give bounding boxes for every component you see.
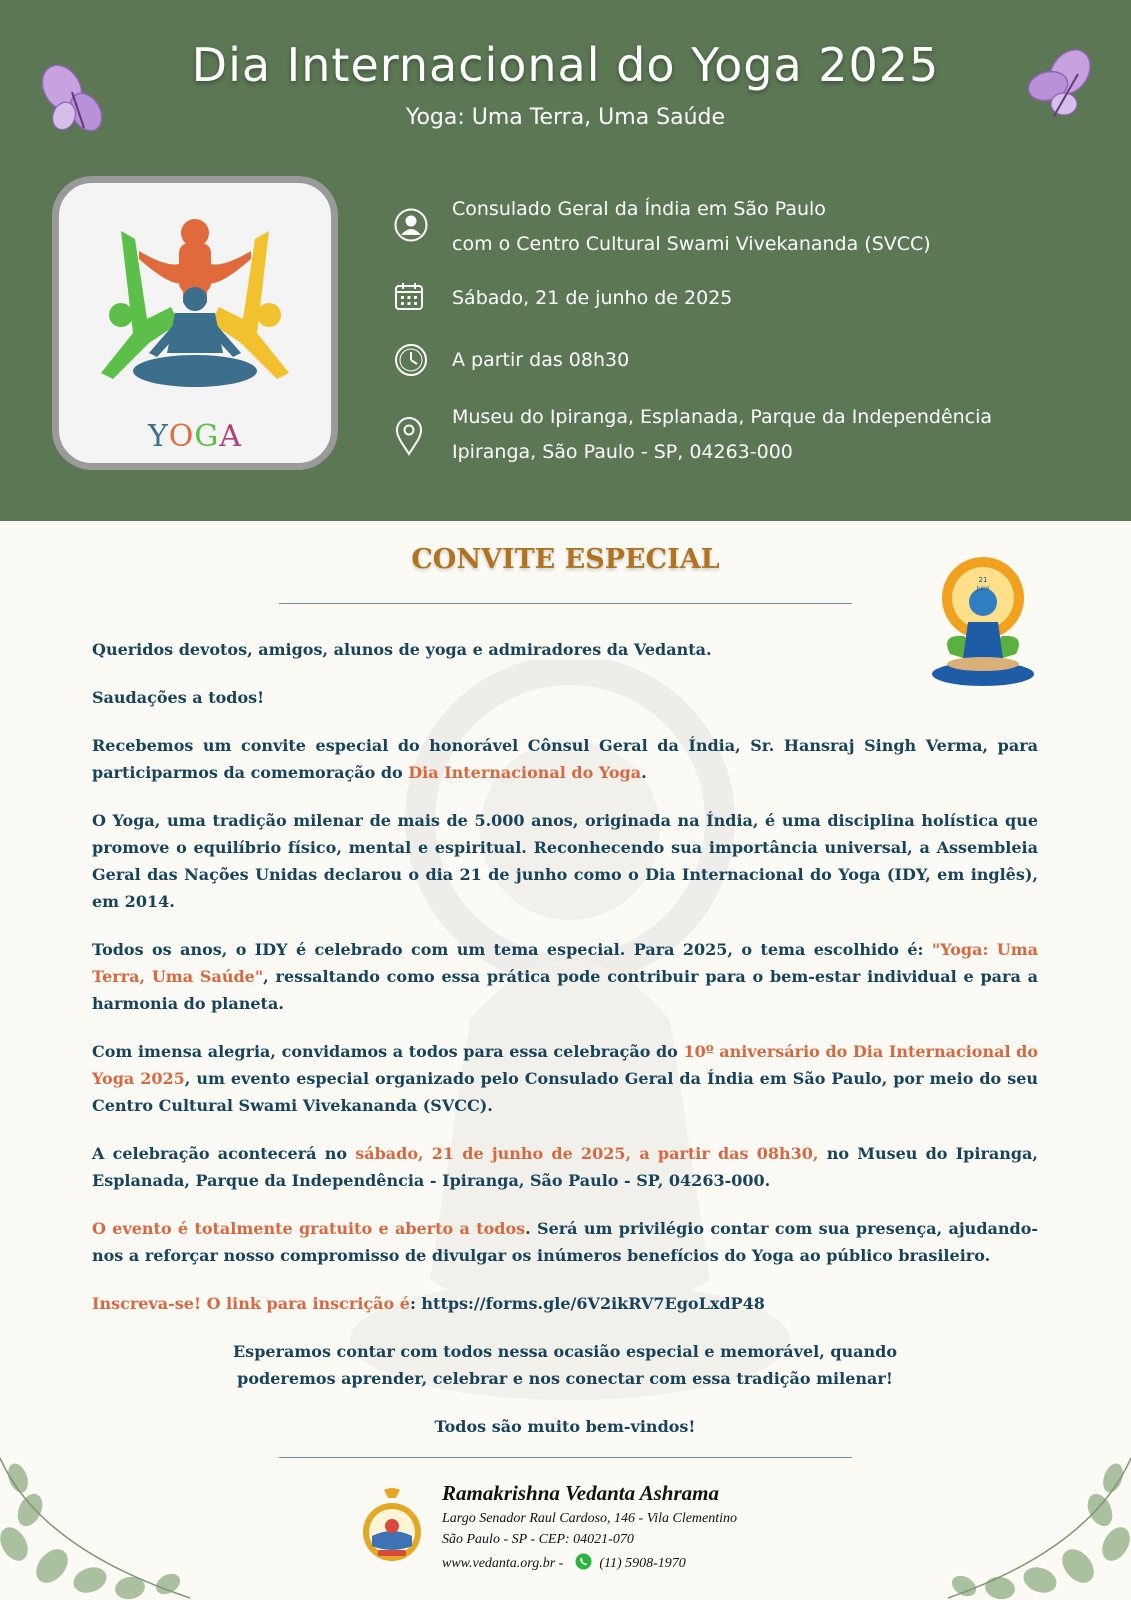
whatsapp-icon: [575, 1553, 592, 1570]
invite-body: [92, 636, 1038, 1461]
location-line-1: Museu do Ipiranga, Esplanada, Parque da Independência: [452, 406, 993, 428]
logo-letter-y: Y: [147, 419, 169, 454]
paragraph-free-event: [92, 1215, 1038, 1269]
paragraph-when-where: [92, 1140, 1038, 1194]
paragraph-text: Todos os anos, o IDY é celebrado com um tema especial. Para 2025, o tema escolhido é:: [92, 940, 932, 959]
contact-line: [442, 1553, 686, 1572]
phone-number[interactable]: (11) 5908-1970: [599, 1556, 686, 1571]
header-banner: [0, 0, 1131, 521]
leaves-left-decoration: [0, 1448, 200, 1600]
page-title: Dia Internacional do Yoga 2025: [191, 38, 940, 92]
highlight-date-time: sábado, 21 de junho de 2025, a partir das 08h30,: [355, 1144, 819, 1163]
highlight-register: Inscreva-se! O link para inscrição é: [92, 1294, 410, 1313]
person-icon: [394, 208, 428, 242]
registration-link[interactable]: : https://forms.gle/6V2ikRV7EgoLxdP48: [409, 1294, 765, 1313]
organizer-line-1: Consulado Geral da Índia em São Paulo: [452, 198, 826, 220]
highlight-idy: Dia Internacional do Yoga: [408, 763, 642, 782]
closing-line-2: poderemos aprender, celebrar e nos conectar com essa tradição milenar!: [237, 1369, 893, 1388]
event-time: A partir das 08h30: [452, 349, 630, 371]
closing-line-1: Esperamos contar com todos nessa ocasião especial e memorável, quando: [232, 1342, 898, 1361]
paragraph-text: , um evento especial organizado pelo Consulado Geral da Índia em São Paulo, por meio do seu Centro Cultural Swami Vivekananda (SVCC).: [92, 1069, 1039, 1115]
paragraph-text: A celebração acontecerá no: [92, 1144, 356, 1163]
top-divider: [279, 603, 852, 604]
paragraph-text: Recebemos um convite especial do honorável Cônsul Geral da Índia, Sr. Hansraj Singh Verma, para participarmos da comemoração do: [92, 736, 1038, 782]
location-line-2: Ipiranga, São Paulo - SP, 04263-000: [452, 441, 793, 463]
paragraph-text: no Museu do Ipiranga, Esplanada, Parque da Independência - Ipiranga, São Paulo - SP, 04263-000.: [92, 1144, 1038, 1190]
clock-icon: [394, 343, 428, 377]
ashrama-seal-icon: [360, 1488, 424, 1564]
yoga-logo-text: [59, 419, 331, 454]
idy-logo-date-month: June: [976, 585, 990, 592]
paragraph-closing: [92, 1338, 1038, 1392]
location-pin-icon: [394, 416, 424, 456]
yoga-logo: [52, 176, 338, 470]
calendar-icon: [394, 281, 424, 311]
butterfly-right-icon: [1018, 44, 1098, 124]
paragraph-celebration: [92, 1038, 1038, 1119]
paragraph-registration: [92, 1290, 1038, 1317]
website-link[interactable]: www.vedanta.org.br -: [442, 1556, 564, 1571]
yoga-figures-icon: [79, 203, 311, 403]
highlight-anniversary: 10º aniversário do Dia Internacional do Yoga 2025: [92, 1042, 1038, 1088]
butterfly-left-icon: [40, 62, 110, 138]
leaves-right-decoration: [948, 1448, 1131, 1600]
paragraph-theme: [92, 936, 1038, 1017]
paragraph-text: Com imensa alegria, convidamos a todos para essa celebração do: [92, 1042, 684, 1061]
paragraph-invitation: [92, 732, 1038, 786]
page-subtitle: Yoga: Uma Terra, Uma Saúde: [405, 105, 726, 130]
idy-logo-date-num: 21: [978, 576, 988, 584]
highlight-free: O evento é totalmente gratuito e aberto a todos: [92, 1219, 526, 1238]
paragraph-text: . Será um privilégio contar com sua presença, ajudando-nos a reforçar nosso compromisso de divulgar os inúmeros benefícios do Yoga ao público brasileiro.: [92, 1219, 1038, 1265]
organizer-line-2: com o Centro Cultural Swami Vivekananda (SVCC): [452, 233, 931, 255]
paragraph-text: , ressaltando como essa prática pode contribuir para o bem-estar individual e para a harmonia do planeta.: [92, 967, 1039, 1013]
address-line-1: Largo Senador Raul Cardoso, 146 - Vila Clementino: [442, 1511, 738, 1526]
paragraph-welcome: Todos são muito bem-vindos!: [434, 1417, 696, 1436]
event-date: Sábado, 21 de junho de 2025: [452, 287, 733, 309]
highlight-theme: "Yoga: Uma Terra, Uma Saúde": [92, 940, 1039, 986]
invite-heading: CONVITE ESPECIAL: [411, 544, 720, 575]
logo-letter-g: G: [194, 419, 220, 454]
organizer-text: [452, 192, 1092, 262]
address-line-2: São Paulo - SP - CEP: 04021-070: [442, 1532, 634, 1547]
bottom-divider: [279, 1457, 852, 1458]
paragraph-history: O Yoga, uma tradição milenar de mais de 5.000 anos, originada na Índia, é uma disciplina holística que promove o equilíbrio físico, mental e espiritual. Reconhecendo sua importância universal, a Assembleia Geral das Nações Unidas declarou o dia 21 de junho como o Dia Internacional do Yoga (IDY, em inglês), em 2014.: [92, 811, 1038, 911]
paragraph-salutation: Saudações a todos!: [92, 688, 265, 707]
event-location: [452, 400, 1092, 470]
paragraph-text: .: [641, 763, 647, 782]
logo-letter-o: O: [168, 419, 195, 454]
paragraph-greeting: Queridos devotos, amigos, alunos de yoga e admiradores da Vedanta.: [92, 640, 712, 659]
logo-letter-a: A: [219, 419, 243, 454]
org-name: Ramakrishna Vedanta Ashrama: [442, 1481, 719, 1505]
